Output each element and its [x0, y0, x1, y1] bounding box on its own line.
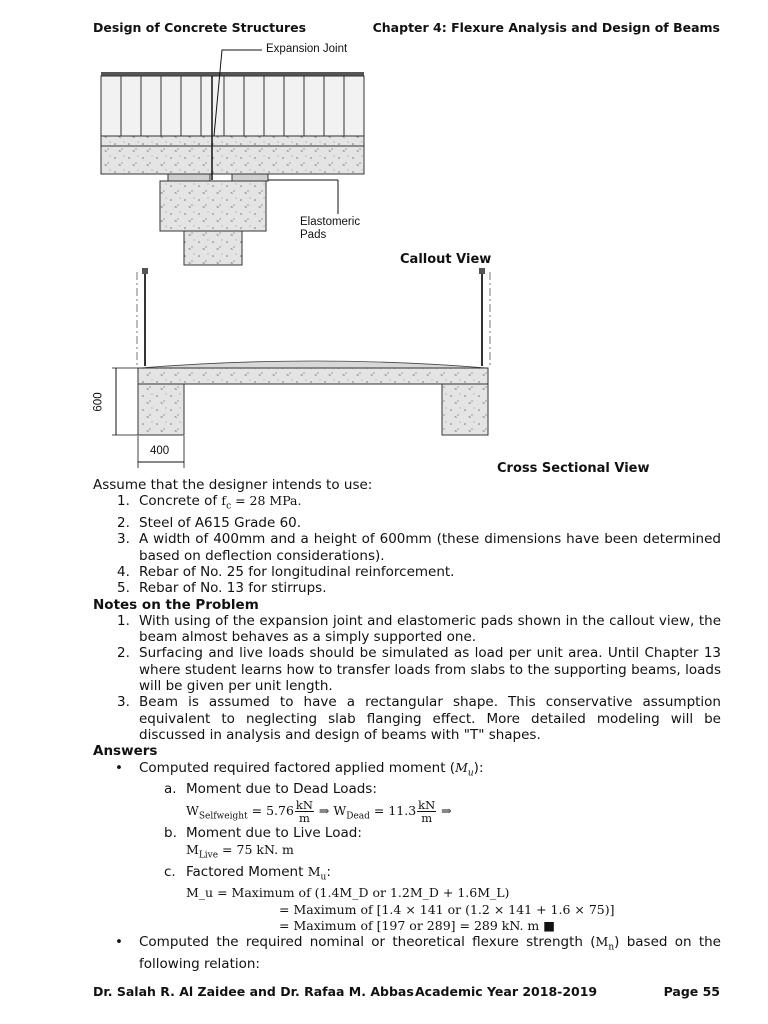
- list-item: 3. A width of 400mm and a height of 600mm (these dimensions have been determined based on deflection considerations).: [117, 531, 721, 564]
- list-item: 1. Concrete of $f_c = 28$ MPa.: [117, 493, 302, 512]
- bridge-figure: [0, 0, 768, 475]
- factored-moment-line-3: = Maximum of [197 or 289] = 289 kN. m ■: [279, 917, 556, 933]
- cross-section-caption: Cross Sectional View: [497, 461, 650, 476]
- live-load-equation: $M_{Live} = 75$ kN. m: [186, 841, 294, 861]
- main-content: [93, 477, 721, 972]
- footer-year: Academic Year 2018-2019: [415, 984, 598, 999]
- callout-view-caption: Callout View: [400, 252, 492, 267]
- fraction: $\frac{kN}{m}$: [418, 797, 436, 825]
- answer-item-a: a. Moment due to Dead Loads:: [164, 781, 377, 798]
- header-chapter: Chapter 4: Flexure Analysis and Design of Beams: [372, 20, 720, 35]
- answer-item-b: b. Moment due to Live Load:: [164, 825, 362, 842]
- list-item: 5. Rebar of No. 13 for stirrups.: [117, 580, 327, 597]
- elastomeric-label-2: Pads: [300, 229, 327, 241]
- intro-text: Assume that the designer intends to use:: [93, 477, 373, 493]
- materials-list: [93, 493, 721, 596]
- list-item: 3. Beam is assumed to have a rectangular shape. This conservative assumption equivalent to neglecting slab flanging effect. More detailed modeling will be discussed in analysis and design of beams with "T" shapes.: [117, 694, 721, 743]
- fraction: $\frac{kN}{m}$: [295, 797, 313, 825]
- dead-load-equation: $W_{Selfweight} = 5.76$ $\frac{kN}{m}$ ⇒ $W_{Dead} = 11.3$ $\frac{kN}{m}$ ⇒: [186, 797, 452, 825]
- footer-page-number: Page 55: [663, 984, 720, 999]
- factored-moment-line-2: = Maximum of [1.4 × 141 or (1.2 × 141 + 1.6 × 75)]: [279, 901, 615, 917]
- list-item: 2. Surfacing and live loads should be simulated as load per unit area. Until Chapter 13 where student learns how to transfer loads from slabs to the supporting beams, loads will be given per unit length.: [117, 645, 721, 695]
- notes-heading: Notes on the Problem: [93, 596, 259, 613]
- answer-bullet-1: • Computed required factored applied moment $(M_u)$:: [115, 759, 484, 779]
- notes-list: [93, 613, 721, 743]
- cross-section-drawing: [112, 268, 490, 468]
- answer-item-c: c. Factored Moment $M_u$:: [164, 863, 331, 883]
- header-title: Design of Concrete Structures: [93, 20, 307, 35]
- factored-moment-line-1: M_u = Maximum of (1.4M_D or 1.2M_D + 1.6M_L): [186, 885, 510, 901]
- answer-bullet-2: • Computed the required nominal or theoretical flexure strength $(M_n)$ based on the following relation:: [115, 934, 721, 973]
- dimension-400-label: 400: [150, 445, 170, 457]
- list-item: 1. With using of the expansion joint and elastomeric pads shown in the callout view, the beam almost behaves as a simply supported one.: [117, 612, 721, 646]
- expansion-joint-label: Expansion Joint: [266, 43, 348, 55]
- dimension-600-label: 600: [92, 392, 105, 412]
- list-item: 2. Steel of A615 Grade 60.: [117, 515, 302, 532]
- footer-authors: Dr. Salah R. Al Zaidee and Dr. Rafaa M. Abbas: [93, 984, 414, 999]
- elastomeric-label-1: Elastomeric: [300, 216, 361, 228]
- answers-heading: Answers: [93, 743, 158, 760]
- list-item: 4. Rebar of No. 25 for longitudinal reinforcement.: [117, 563, 455, 580]
